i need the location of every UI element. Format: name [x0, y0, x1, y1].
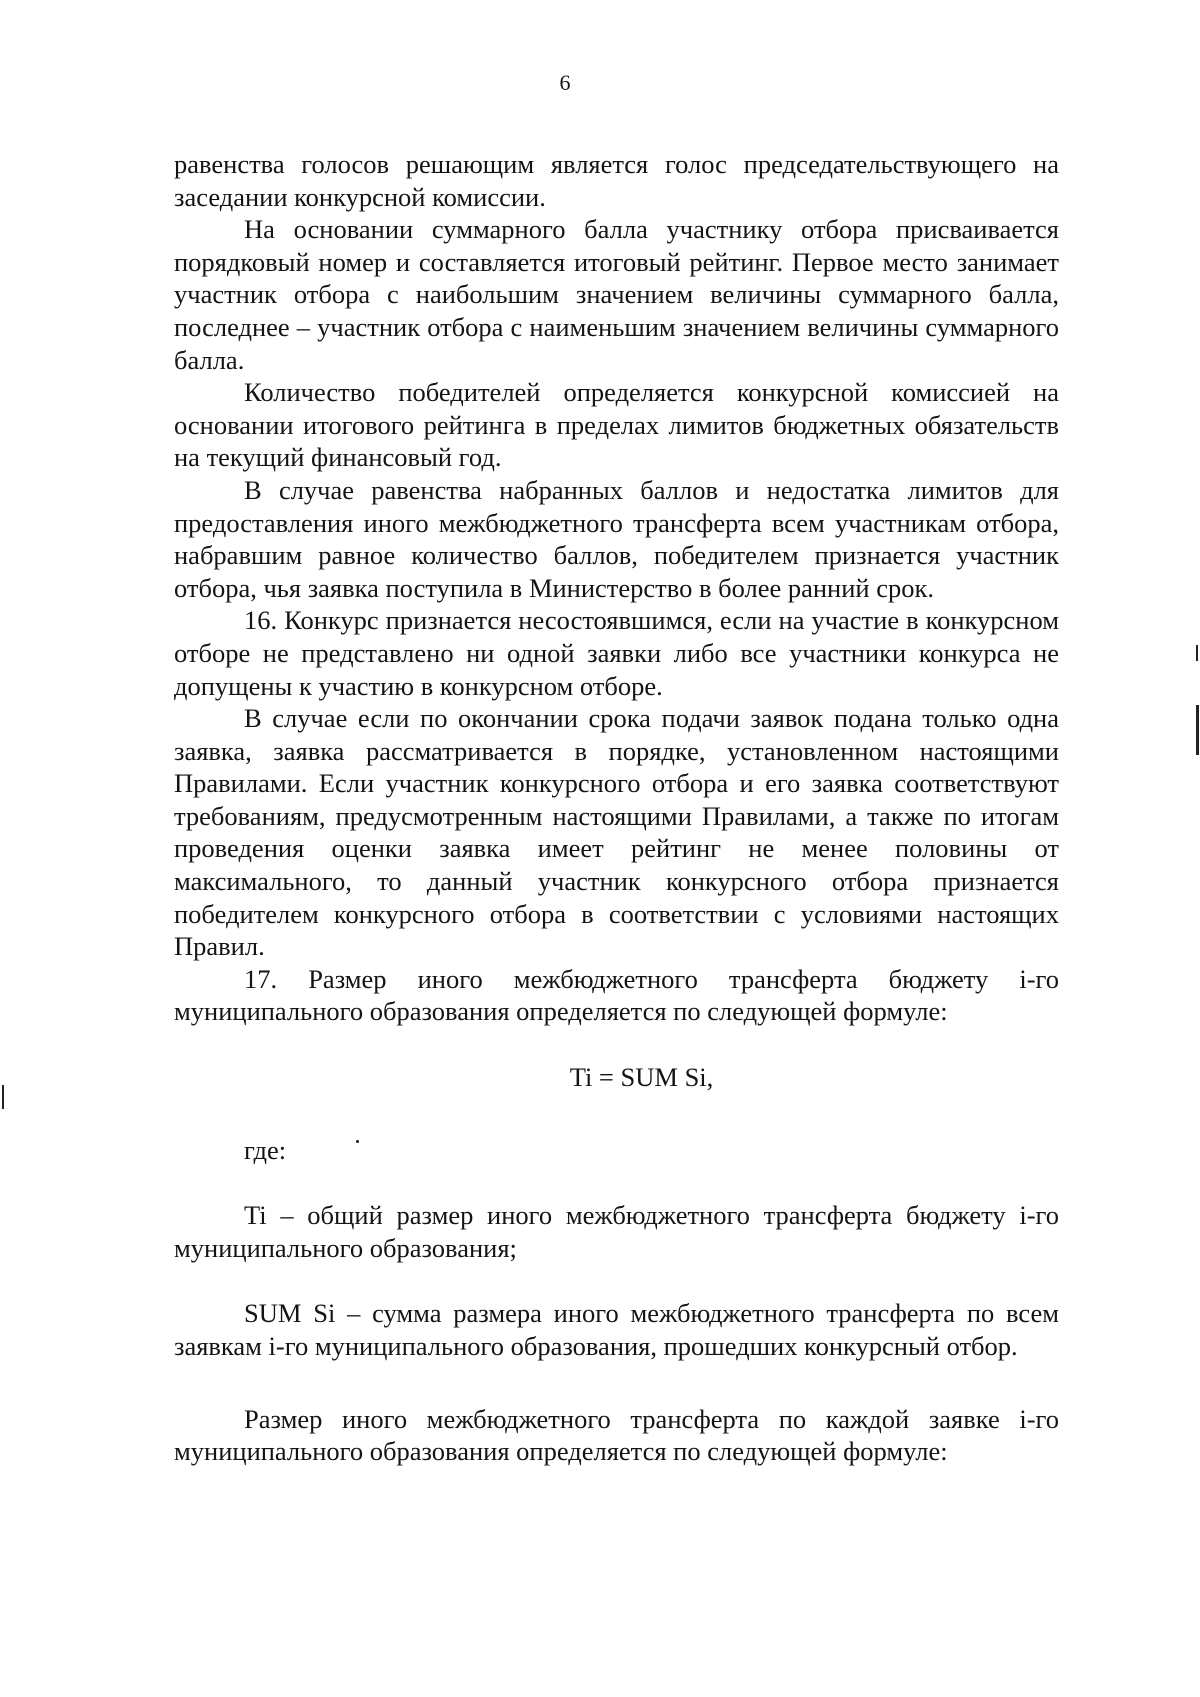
paragraph-single-application: В случае если по окончании срока подачи заявок подана только одна заявка, заявка рассматривается в порядке, установленном настоящими Правилами. Если участник конкурсного отбора и его заявка соответствуют требованиям, предусмотренным настоящими Правилами, а также по итогам проведения оценки заявка имеет рейтинг не менее половины от максимального, то данный участник конкурсного отбора признается победителем конкурсного отбора в соответствии с условиями настоящих Правил. [174, 703, 1059, 962]
paragraph-voting: равенства голосов решающим является голос председательствующего на заседании конкурсной комиссии. [174, 149, 1059, 212]
paragraph-section-17: 17. Размер иного межбюджетного трансферта бюджету i-го муниципального образования определяется по следующей формуле: [174, 963, 1059, 1027]
paragraph-equal-scores: В случае равенства набранных баллов и недостатка лимитов для предоставления иного межбюджетного трансферта всем участникам отбора, набравшим равное количество баллов, победителем признается участник отбора, чья заявка поступила в Министерство в более ранний срок. [174, 474, 1059, 603]
paragraph-rating: На основании суммарного балла участнику отбора присваивается порядковый номер и составляется итоговый рейтинг. Первое место занимает участник отбора с наибольшим значением величины суммарного балла, последнее – участник отбора с наименьшим значением величины суммарного балла. [174, 214, 1059, 375]
page-number: 6 [559, 70, 571, 95]
scan-dot [356, 1140, 359, 1143]
paragraph-per-application: Размер иного межбюджетного трансферта по каждой заявке i-го муниципального образования определяется по следующей формуле: [174, 1403, 1059, 1467]
where-label: где: [244, 1134, 287, 1165]
paragraph-section-16: 16. Конкурс признается несостоявшимся, если на участие в конкурсном отборе не представлено ни одной заявки либо все участники конкурса не допущены к участию в конкурсном отборе. [174, 605, 1059, 701]
scan-mark-right-2 [1196, 705, 1199, 755]
document-body [174, 148, 1059, 1468]
definition-ti: Ti – общий размер иного межбюджетного трансферта бюджету i-го муниципального образования; [174, 1200, 1059, 1263]
paragraph-winners-count: Количество победителей определяется конкурсной комиссией на основании итогового рейтинга в пределах лимитов бюджетных обязательств на текущий финансовый год. [174, 377, 1059, 473]
scan-mark-right [1196, 645, 1198, 661]
definition-sum-si: SUM Si – сумма размера иного межбюджетного трансферта по всем заявкам i-го муниципального образования, прошедших конкурсный отбор. [174, 1298, 1059, 1361]
formula-ti: Ti = SUM Si, [569, 1062, 714, 1093]
scan-mark-left [2, 1085, 4, 1109]
